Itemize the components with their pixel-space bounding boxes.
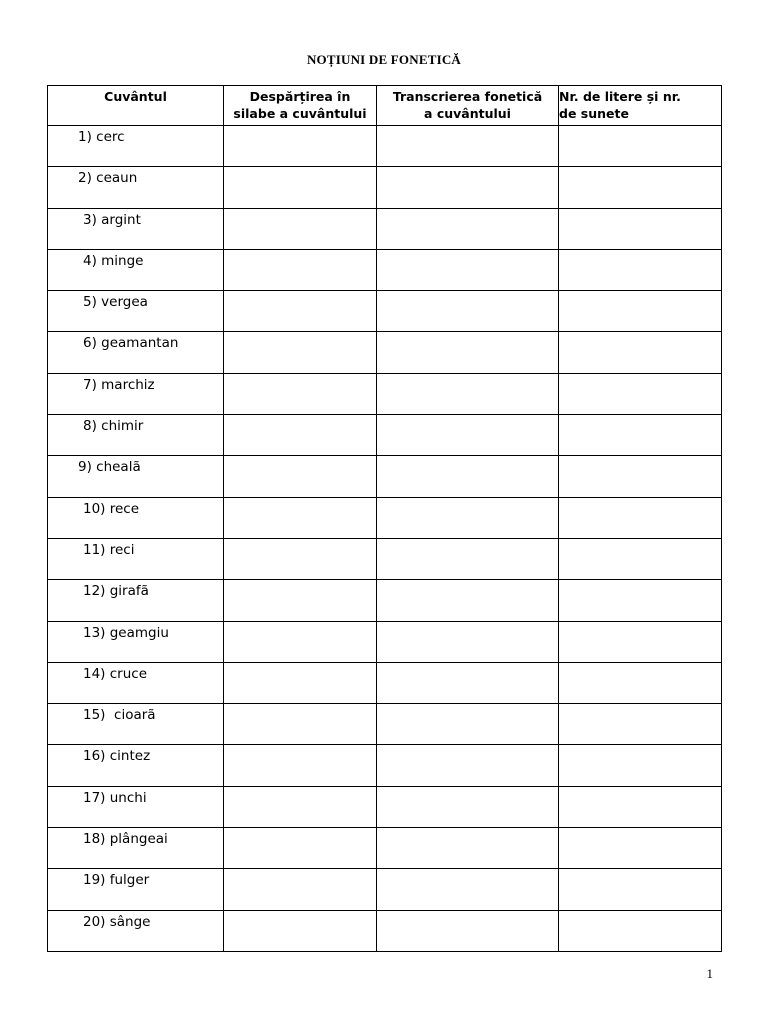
transcription-cell[interactable] (377, 497, 559, 538)
header-count-line2: de sunete (559, 106, 629, 121)
word-cell (48, 828, 224, 869)
syllables-cell[interactable] (224, 291, 377, 332)
table-row (48, 208, 722, 249)
table-row (48, 497, 722, 538)
word-label: 9) chealã (78, 459, 141, 476)
table-row (48, 415, 722, 456)
syllables-cell[interactable] (224, 704, 377, 745)
word-label: 3) argint (83, 211, 141, 228)
table-row (48, 580, 722, 621)
header-syllables (224, 86, 377, 126)
word-label: 13) geamgiu (83, 624, 169, 641)
count-cell[interactable] (559, 497, 722, 538)
word-label: 15) cioarã (83, 707, 156, 724)
table-row (48, 910, 722, 951)
word-label: 12) girafã (83, 583, 149, 600)
word-label: 16) cintez (83, 748, 151, 765)
word-cell (48, 786, 224, 827)
count-cell[interactable] (559, 704, 722, 745)
count-cell[interactable] (559, 373, 722, 414)
transcription-cell[interactable] (377, 291, 559, 332)
count-cell[interactable] (559, 786, 722, 827)
count-cell[interactable] (559, 208, 722, 249)
transcription-cell[interactable] (377, 126, 559, 167)
transcription-cell[interactable] (377, 580, 559, 621)
transcription-cell[interactable] (377, 910, 559, 951)
word-label: 5) vergea (83, 294, 148, 311)
table-row (48, 869, 722, 910)
transcription-cell[interactable] (377, 373, 559, 414)
syllables-cell[interactable] (224, 621, 377, 662)
syllables-cell[interactable] (224, 869, 377, 910)
word-cell (48, 332, 224, 373)
word-label: 11) reci (83, 541, 135, 558)
transcription-cell[interactable] (377, 786, 559, 827)
transcription-cell[interactable] (377, 621, 559, 662)
transcription-cell[interactable] (377, 662, 559, 703)
table-row (48, 621, 722, 662)
count-cell[interactable] (559, 126, 722, 167)
transcription-cell[interactable] (377, 538, 559, 579)
table-row (48, 538, 722, 579)
header-transcription-line1: Transcrierea fonetică (392, 89, 543, 104)
count-cell[interactable] (559, 580, 722, 621)
count-cell[interactable] (559, 538, 722, 579)
transcription-cell[interactable] (377, 415, 559, 456)
word-label: 8) chimir (83, 418, 144, 435)
transcription-cell[interactable] (377, 456, 559, 497)
syllables-cell[interactable] (224, 910, 377, 951)
word-label: 6) geamantan (83, 335, 179, 352)
word-cell (48, 415, 224, 456)
syllables-cell[interactable] (224, 786, 377, 827)
page-number: 1 (706, 966, 713, 981)
word-cell (48, 456, 224, 497)
count-cell[interactable] (559, 249, 722, 290)
table-row (48, 745, 722, 786)
table-row (48, 291, 722, 332)
word-cell (48, 869, 224, 910)
word-label: 4) minge (83, 252, 144, 269)
word-label: 7) marchiz (83, 376, 155, 393)
syllables-cell[interactable] (224, 208, 377, 249)
header-syllables-line1: Despărțirea în (249, 89, 351, 104)
count-cell[interactable] (559, 662, 722, 703)
transcription-cell[interactable] (377, 828, 559, 869)
count-cell[interactable] (559, 456, 722, 497)
word-label: 2) ceaun (78, 170, 138, 187)
word-cell (48, 497, 224, 538)
word-label: 1) cerc (78, 129, 125, 145)
phonetics-table (47, 85, 722, 952)
word-cell (48, 704, 224, 745)
syllables-cell[interactable] (224, 415, 377, 456)
count-cell[interactable] (559, 167, 722, 208)
syllables-cell[interactable] (224, 249, 377, 290)
count-cell[interactable] (559, 621, 722, 662)
count-cell[interactable] (559, 291, 722, 332)
transcription-cell[interactable] (377, 249, 559, 290)
word-cell (48, 208, 224, 249)
table-header-row (48, 86, 722, 126)
word-cell (48, 167, 224, 208)
syllables-cell[interactable] (224, 167, 377, 208)
header-count-line1: Nr. de litere și nr. (559, 89, 681, 104)
syllables-cell[interactable] (224, 373, 377, 414)
word-cell (48, 745, 224, 786)
table-row (48, 456, 722, 497)
table-row (48, 332, 722, 373)
word-cell (48, 662, 224, 703)
word-label: 10) rece (83, 500, 140, 517)
word-cell (48, 249, 224, 290)
table-row (48, 249, 722, 290)
page-title: NOȚIUNI DE FONETICĂ (306, 52, 462, 67)
syllables-cell[interactable] (224, 497, 377, 538)
table-row (48, 126, 722, 167)
table-row (48, 662, 722, 703)
count-cell[interactable] (559, 869, 722, 910)
word-label: 20) sânge (83, 913, 151, 930)
table-row (48, 786, 722, 827)
syllables-cell[interactable] (224, 580, 377, 621)
count-cell[interactable] (559, 828, 722, 869)
header-word (48, 86, 224, 126)
word-cell (48, 538, 224, 579)
count-cell[interactable] (559, 332, 722, 373)
word-cell (48, 580, 224, 621)
word-cell (48, 373, 224, 414)
syllables-cell[interactable] (224, 538, 377, 579)
transcription-cell[interactable] (377, 208, 559, 249)
word-cell (48, 621, 224, 662)
table-row (48, 373, 722, 414)
word-label: 17) unchi (83, 789, 147, 806)
syllables-cell[interactable] (224, 456, 377, 497)
header-syllables-line2: silabe a cuvântului (233, 106, 367, 121)
table-body (48, 126, 722, 952)
transcription-cell[interactable] (377, 869, 559, 910)
word-label: 18) plângeai (83, 831, 168, 848)
header-transcription-line2: a cuvântului (424, 106, 511, 121)
count-cell[interactable] (559, 415, 722, 456)
word-label: 19) fulger (83, 872, 150, 889)
table-row (48, 704, 722, 745)
syllables-cell[interactable] (224, 745, 377, 786)
table-row (48, 828, 722, 869)
count-cell[interactable] (559, 745, 722, 786)
syllables-cell[interactable] (224, 662, 377, 703)
transcription-cell[interactable] (377, 704, 559, 745)
count-cell[interactable] (559, 910, 722, 951)
word-label: 14) cruce (83, 665, 147, 682)
table-row (48, 167, 722, 208)
header-transcription (377, 86, 559, 126)
syllables-cell[interactable] (224, 126, 377, 167)
word-cell (48, 910, 224, 951)
transcription-cell[interactable] (377, 745, 559, 786)
word-cell (48, 291, 224, 332)
transcription-cell[interactable] (377, 167, 559, 208)
syllables-cell[interactable] (224, 332, 377, 373)
word-cell (48, 126, 224, 167)
syllables-cell[interactable] (224, 828, 377, 869)
transcription-cell[interactable] (377, 332, 559, 373)
header-word-label: Cuvântul (104, 89, 167, 104)
header-count (559, 86, 722, 126)
